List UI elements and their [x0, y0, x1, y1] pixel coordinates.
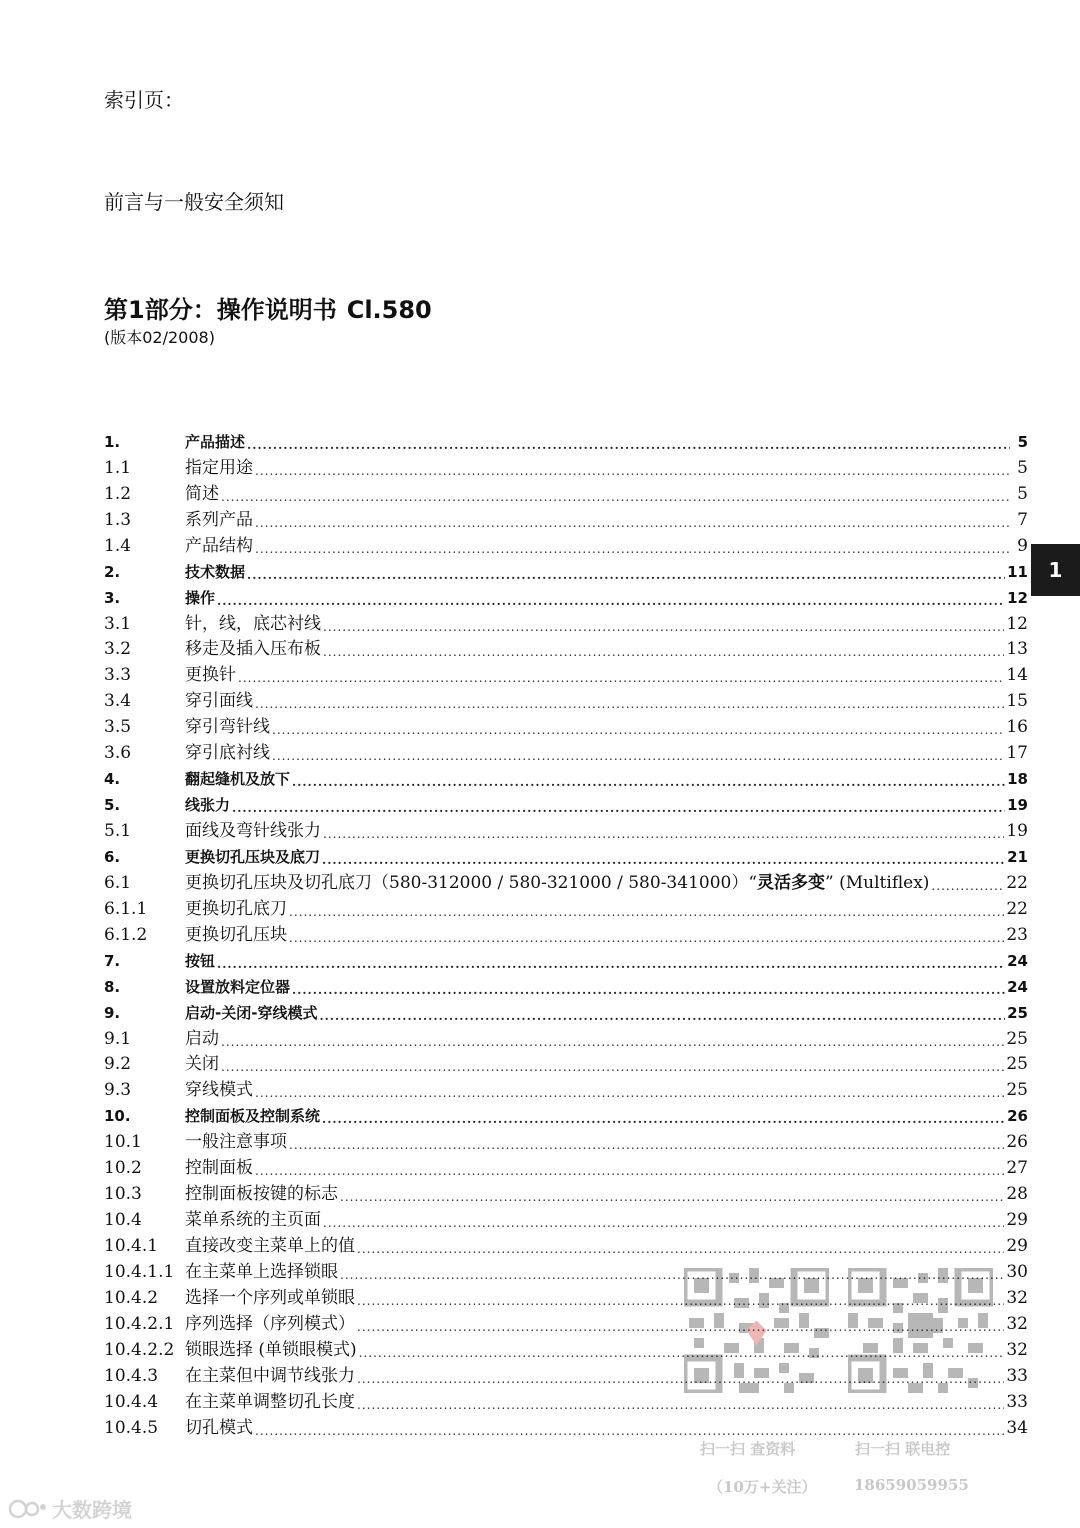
toc-leader-dots: [292, 983, 1005, 997]
toc-leader-dots: [255, 542, 1010, 556]
toc-number: 10.2: [104, 1158, 142, 1179]
toc-number: 1.1: [104, 457, 132, 478]
toc-leader-dots: [255, 1424, 1004, 1438]
brand-logo-icon: [8, 1497, 48, 1521]
toc-title: 产品描述: [185, 432, 246, 451]
toc-page-number: 29: [1006, 1210, 1028, 1231]
toc-title: 针，线，底芯衬线: [185, 613, 321, 634]
toc-number: 3.: [104, 588, 121, 607]
brand-watermark: [8, 1494, 132, 1523]
toc-number: 6.1: [104, 872, 132, 893]
toc-leader-dots: [357, 1398, 1004, 1412]
toc-row: [104, 763, 1028, 789]
toc-page-number: 30: [1006, 1261, 1028, 1282]
toc-page-number: 23: [1006, 924, 1028, 945]
toc-title: 穿线模式: [185, 1080, 253, 1101]
toc-title: 产品结构: [185, 535, 253, 556]
toc-row: [104, 530, 1028, 556]
toc-title: 翻起缝机及放下: [185, 770, 291, 789]
watermark-phone: 18659059955: [854, 1476, 969, 1494]
toc-row: [104, 1152, 1028, 1178]
toc-number: 5.: [104, 796, 121, 815]
toc-row: [104, 867, 1028, 893]
toc-page-number: 33: [1006, 1365, 1028, 1386]
toc-title: 设置放料定位器: [185, 977, 291, 996]
version-note: (版本02/2008): [104, 328, 215, 347]
toc-title: 系列产品: [185, 509, 253, 530]
toc-row: [104, 893, 1028, 919]
toc-page-number: 22: [1006, 872, 1028, 893]
toc-leader-dots: [322, 1112, 1005, 1126]
toc-row: [104, 504, 1028, 530]
toc-title: 指定用途: [185, 457, 253, 478]
toc-page-number: 12: [1006, 613, 1028, 634]
part-title: [104, 290, 432, 325]
toc-row: [104, 608, 1028, 634]
toc-page-number: 24: [1007, 977, 1028, 996]
toc-title: 切孔模式: [185, 1417, 253, 1438]
toc-leader-dots: [931, 879, 1004, 893]
toc-title: [185, 873, 929, 893]
toc-number: 10.4.2.2: [104, 1339, 175, 1360]
toc-number: 2.: [104, 562, 121, 581]
toc-page-number: 27: [1006, 1158, 1028, 1179]
toc-title: 在主菜但中调节线张力: [185, 1365, 355, 1386]
toc-title: 菜单系统的主页面: [185, 1210, 321, 1231]
toc-title-tail: ” (Multiflex): [825, 872, 930, 893]
toc-title: 线张力: [185, 796, 231, 815]
toc-leader-dots: [255, 516, 1010, 530]
toc-number: 10.4.1: [104, 1236, 159, 1256]
toc-leader-dots: [232, 801, 1005, 815]
toc-number: 10.: [104, 1107, 131, 1126]
toc-number: 10.4.2: [104, 1287, 159, 1308]
toc-row: [104, 452, 1028, 478]
toc-number: 3.2: [104, 639, 132, 660]
watermark-followers: （10万+关注）: [708, 1478, 817, 1496]
toc-row: [104, 1049, 1028, 1075]
toc-leader-dots: [289, 931, 1004, 945]
toc-page-number: 32: [1006, 1313, 1028, 1334]
toc-page-number: 5: [1017, 457, 1028, 478]
watermark-caption-right: 扫一扫 联电控: [855, 1440, 951, 1458]
toc-leader-dots: [289, 1138, 1004, 1152]
toc-title: 选择一个序列或单锁眼: [185, 1287, 355, 1308]
toc-title: 穿引弯针线: [185, 717, 270, 738]
toc-title: 面线及弯针线张力: [185, 821, 321, 841]
toc-row: [104, 1412, 1028, 1438]
toc-number: 5.1: [104, 821, 132, 841]
watermark-caption-left: 扫一扫 查资料: [700, 1440, 796, 1458]
toc-leader-dots: [255, 697, 1004, 711]
toc-row: [104, 711, 1028, 737]
toc-leader-dots: [217, 594, 1005, 608]
toc-number: 10.4.3: [104, 1365, 159, 1386]
toc-page-number: 32: [1006, 1339, 1028, 1360]
toc-number: 3.1: [104, 613, 132, 634]
toc-leader-dots: [217, 957, 1005, 971]
toc-number: 7.: [104, 951, 121, 970]
toc-title: 移走及插入压布板: [185, 639, 321, 660]
toc-row: [104, 556, 1028, 582]
toc-title-emphasis: 灵活多变: [757, 872, 826, 893]
toc-number: 10.4.2.1: [104, 1313, 175, 1334]
toc-number: 6.: [104, 847, 121, 866]
toc-leader-dots: [319, 1009, 1005, 1023]
toc-leader-dots: [247, 438, 1010, 452]
toc-row: [104, 1126, 1028, 1152]
toc-title: 按钮: [185, 951, 216, 970]
toc-page-number: 19: [1006, 821, 1028, 841]
toc-page-number: 18: [1007, 770, 1028, 789]
qr-code-watermark: [848, 1268, 993, 1393]
chapter-tab: 1: [1031, 544, 1080, 596]
toc-number: 9.3: [104, 1080, 132, 1101]
toc-leader-dots: [255, 1086, 1004, 1100]
toc-page-number: 11: [1007, 562, 1028, 581]
toc-page-number: 25: [1006, 1054, 1028, 1075]
toc-page-number: 14: [1006, 665, 1028, 686]
toc-page-number: 29: [1006, 1236, 1028, 1256]
toc-leader-dots: [221, 1060, 1004, 1074]
toc-page-number: 32: [1006, 1287, 1028, 1308]
toc-number: 1.2: [104, 483, 132, 504]
toc-number: 10.4: [104, 1210, 142, 1231]
toc-page-number: 34: [1006, 1417, 1028, 1438]
toc-number: 8.: [104, 977, 121, 996]
toc-number: 9.1: [104, 1028, 132, 1049]
toc-leader-dots: [289, 905, 1004, 919]
preface-heading: 前言与一般安全须知: [104, 190, 284, 214]
toc-row: [104, 1230, 1028, 1256]
toc-page-number: 26: [1006, 1132, 1028, 1153]
toc-row: [104, 426, 1028, 452]
toc-page-number: 26: [1007, 1107, 1028, 1126]
toc-number: 4.: [104, 770, 121, 789]
toc-page-number: 19: [1007, 796, 1028, 815]
toc-leader-dots: [272, 723, 1004, 737]
toc-leader-dots: [357, 1242, 1004, 1256]
toc-page-number: 5: [1017, 483, 1028, 504]
toc-row: [104, 737, 1028, 763]
toc-page-number: 25: [1007, 1003, 1028, 1022]
toc-leader-dots: [340, 1190, 1004, 1204]
toc-title: 直接改变主菜单上的值: [185, 1236, 355, 1256]
toc-leader-dots: [255, 464, 1010, 478]
toc-number: 10.4.4: [104, 1391, 159, 1412]
toc-page-number: 16: [1006, 717, 1028, 738]
toc-leader-dots: [292, 775, 1005, 789]
toc-title-part: 更换切孔压块及切孔底刀（580-312000 / 580-321000 / 580-341000）“: [185, 872, 758, 893]
toc-leader-dots: [323, 827, 1004, 841]
toc-page-number: 21: [1007, 847, 1028, 866]
toc-page-number: 13: [1006, 639, 1028, 660]
toc-number: 3.3: [104, 665, 132, 686]
index-page-title: 索引页：: [104, 88, 184, 112]
toc-row: [104, 634, 1028, 660]
toc-leader-dots: [272, 749, 1004, 763]
toc-row: [104, 478, 1028, 504]
toc-leader-dots: [221, 1035, 1004, 1049]
toc-number: 9.: [104, 1003, 121, 1022]
part-title-text: 第1部分：操作说明书: [104, 296, 337, 324]
toc-title: 更换切孔底刀: [185, 898, 287, 919]
brand-name: 大数跨境: [52, 1498, 132, 1522]
toc-row: [104, 582, 1028, 608]
toc-title: 在主菜单上选择锁眼: [185, 1261, 338, 1282]
toc-page-number: 25: [1006, 1080, 1028, 1101]
toc-title: 在主菜单调整切孔长度: [185, 1391, 355, 1412]
toc-leader-dots: [323, 1216, 1004, 1230]
toc-row: [104, 1204, 1028, 1230]
toc-row: [104, 685, 1028, 711]
toc-title: 简述: [185, 483, 219, 504]
toc-title: 更换切孔压块: [185, 924, 287, 945]
toc-title: 启动-关闭-穿线模式: [185, 1003, 318, 1022]
toc-number: 3.6: [104, 743, 132, 764]
toc-number: 10.4.5: [104, 1417, 159, 1438]
toc-leader-dots: [323, 620, 1004, 634]
toc-row: [104, 945, 1028, 971]
toc-row: [104, 659, 1028, 685]
toc-leader-dots: [323, 645, 1004, 659]
toc-title: 更换切孔压块及底刀: [185, 847, 321, 866]
toc-title: 技术数据: [185, 562, 246, 581]
toc-title: 穿引底衬线: [185, 743, 270, 764]
toc-leader-dots: [322, 853, 1005, 867]
toc-page-number: 7: [1017, 509, 1028, 530]
toc-number: 1.4: [104, 535, 132, 556]
toc-page-number: 12: [1007, 588, 1028, 607]
toc-number: 6.1.1: [104, 898, 148, 919]
toc-page-number: 22: [1006, 898, 1028, 919]
toc-number: 3.4: [104, 691, 132, 712]
toc-title: 更换针: [185, 665, 236, 686]
toc-number: 10.4.1.1: [104, 1261, 175, 1282]
toc-row: [104, 815, 1028, 841]
manual-name: Cl.580: [346, 296, 432, 324]
toc-title: 操作: [185, 588, 216, 607]
qr-code-watermark: [684, 1268, 829, 1393]
toc-title: 序列选择（序列模式）: [185, 1313, 355, 1334]
toc-page-number: 5: [1017, 432, 1028, 451]
toc-page-number: 15: [1006, 691, 1028, 712]
toc-title: 关闭: [185, 1054, 219, 1075]
toc-title: 控制面板按键的标志: [185, 1184, 338, 1205]
toc-title: 启动: [185, 1028, 219, 1049]
toc-row: [104, 997, 1028, 1023]
toc-number: 10.3: [104, 1184, 142, 1205]
toc-title: 一般注意事项: [185, 1132, 287, 1153]
toc-page-number: 24: [1007, 951, 1028, 970]
toc-number: 1.3: [104, 509, 132, 530]
toc-number: 10.1: [104, 1132, 142, 1153]
toc-leader-dots: [238, 671, 1004, 685]
toc-leader-dots: [247, 568, 1005, 582]
toc-title: 穿引面线: [185, 691, 253, 712]
toc-page-number: 28: [1006, 1184, 1028, 1205]
toc-row: [104, 919, 1028, 945]
toc-row: [104, 1023, 1028, 1049]
toc-title: 锁眼选择 (单锁眼模式): [185, 1339, 357, 1360]
toc-row: [104, 1100, 1028, 1126]
toc-row: [104, 789, 1028, 815]
toc-title: 控制面板及控制系统: [185, 1107, 321, 1126]
toc-row: [104, 971, 1028, 997]
toc-number: 3.5: [104, 717, 132, 738]
toc-number: 6.1.2: [104, 924, 148, 945]
toc-title: 控制面板: [185, 1158, 253, 1179]
toc-number: 9.2: [104, 1054, 132, 1075]
toc-page-number: 33: [1006, 1391, 1028, 1412]
toc-row: [104, 1178, 1028, 1204]
toc-row: [104, 1074, 1028, 1100]
toc-leader-dots: [221, 490, 1010, 504]
toc-page-number: 9: [1017, 535, 1028, 556]
toc-row: [104, 841, 1028, 867]
toc-page-number: 17: [1006, 743, 1028, 764]
toc-page-number: 25: [1006, 1028, 1028, 1049]
toc-number: 1.: [104, 432, 121, 451]
toc-leader-dots: [255, 1164, 1004, 1178]
